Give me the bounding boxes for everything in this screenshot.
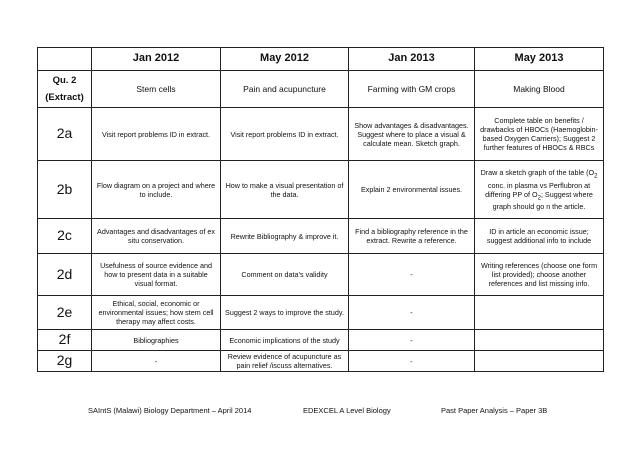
corner-cell xyxy=(38,48,92,71)
question-id: 2c xyxy=(38,219,92,254)
extract-label: (Extract) xyxy=(45,91,84,103)
topic-farming-gm: Farming with GM crops xyxy=(349,71,475,108)
question-id: 2a xyxy=(38,108,92,161)
col-header-jan-2013: Jan 2013 xyxy=(349,48,475,71)
cell-may-2012: Visit report problems ID in extract. xyxy=(221,108,349,161)
table-row xyxy=(38,161,604,219)
cell-may-2013 xyxy=(475,161,604,219)
subscript: 2 xyxy=(594,173,598,179)
cell-may-2012: Economic implications of the study xyxy=(221,330,349,351)
cell-jan-2012: Flow diagram on a project and where to include. xyxy=(92,161,221,219)
cell-jan-2012: Bibliographies xyxy=(92,330,221,351)
footer-center: EDEXCEL A Level Biology xyxy=(303,406,391,415)
cell-may-2012: Suggest 2 ways to improve the study. xyxy=(221,296,349,330)
topic-row xyxy=(38,71,604,108)
col-header-jan-2012: Jan 2012 xyxy=(92,48,221,71)
question-label-cell xyxy=(38,71,92,108)
cell-jan-2012: Usefulness of source evidence and how to present data in a suitable visual format. xyxy=(92,254,221,296)
table-row xyxy=(38,330,604,351)
table-row xyxy=(38,254,604,296)
cell-jan-2013: - xyxy=(349,296,475,330)
table-row xyxy=(38,296,604,330)
cell-text-part: conc. in plasma vs Perflubron at differing PP of O xyxy=(485,180,591,199)
footer-left: SAIntS (Malawi) Biology Department – April 2014 xyxy=(88,406,252,415)
col-header-may-2012: May 2012 xyxy=(221,48,349,71)
cell-text-part: ; Suggest where graph should go n the article. xyxy=(492,189,593,212)
cell-jan-2012: Advantages and disadvantages of ex situ conservation. xyxy=(92,219,221,254)
cell-may-2013: Complete table on benefits / drawbacks of HBOCs (Haemoglobin-based Oxygen Carriers); Suggest 2 further features of HBOCs & RBCs xyxy=(475,108,604,161)
cell-jan-2013: - xyxy=(349,330,475,351)
question-id: 2e xyxy=(38,296,92,330)
cell-text-part: Draw a sketch graph of the table (O xyxy=(480,167,595,177)
header-row xyxy=(38,48,604,71)
topic-stem-cells: Stem cells xyxy=(92,71,221,108)
question-id: 2b xyxy=(38,161,92,219)
question-id: 2g xyxy=(38,351,92,372)
cell-may-2013: Writing references (choose one form list provided); choose another references and list missing info. xyxy=(475,254,604,296)
cell-may-2013 xyxy=(475,296,604,330)
table-row xyxy=(38,219,604,254)
cell-jan-2013: Show advantages & disadvantages. Suggest where to place a visual & calculate mean. Sketch graph. xyxy=(349,108,475,161)
table-row xyxy=(38,351,604,372)
topic-making-blood: Making Blood xyxy=(475,71,604,108)
subscript: 2 xyxy=(537,194,541,201)
past-paper-table xyxy=(37,47,604,372)
question-id: 2f xyxy=(38,330,92,351)
question-id: 2d xyxy=(38,254,92,296)
cell-jan-2013: - xyxy=(349,351,475,372)
cell-jan-2012: Visit report problems ID in extract. xyxy=(92,108,221,161)
cell-may-2013 xyxy=(475,351,604,372)
cell-may-2012: Review evidence of acupuncture as pain relief /iscuss alternatives. xyxy=(221,351,349,372)
topic-pain-acupuncture: Pain and acupuncture xyxy=(221,71,349,108)
cell-jan-2013: Find a bibliography reference in the extract. Rewrite a reference. xyxy=(349,219,475,254)
cell-jan-2013: Explain 2 environmental issues. xyxy=(349,161,475,219)
cell-jan-2012: - xyxy=(92,351,221,372)
table-row xyxy=(38,108,604,161)
cell-may-2013: ID in article an economic issue; suggest additional info to include xyxy=(475,219,604,254)
footer-right: Past Paper Analysis – Paper 3B xyxy=(441,406,548,415)
cell-jan-2012: Ethical, social, economic or environmental issues; how stem cell therapy may affect costs. xyxy=(92,296,221,330)
cell-jan-2013: - xyxy=(349,254,475,296)
cell-may-2012: Comment on data’s validity xyxy=(221,254,349,296)
cell-may-2012: Rewrite Bibliography & improve it. xyxy=(221,219,349,254)
qu-label: Qu. 2 xyxy=(52,74,77,86)
col-header-may-2013: May 2013 xyxy=(475,48,604,71)
cell-may-2012: How to make a visual presentation of the data. xyxy=(221,161,349,219)
cell-may-2013 xyxy=(475,330,604,351)
